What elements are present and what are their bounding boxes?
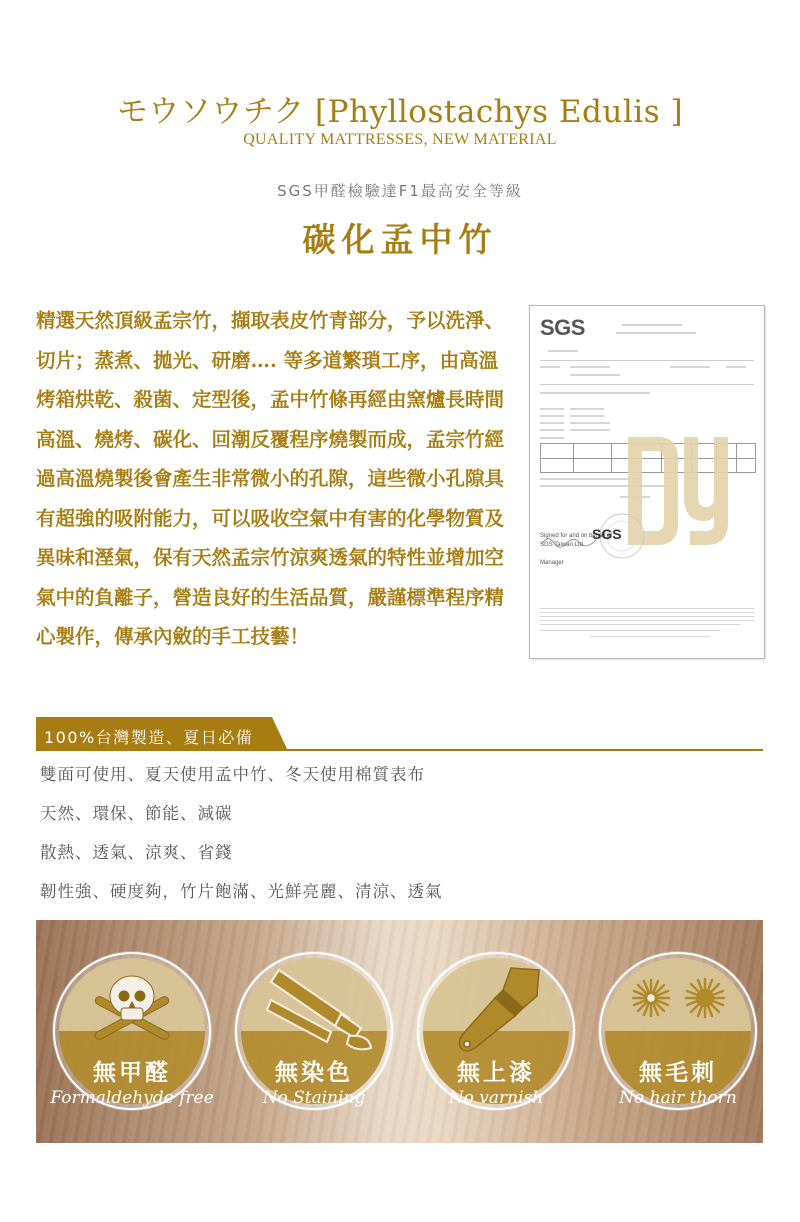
signature-scribble [540, 534, 600, 548]
badge-label-cn: 無毛刺 [639, 1060, 717, 1086]
badge-label-en: No hair thorn [619, 1088, 737, 1108]
badge-label-en: Formaldehyde free [50, 1088, 214, 1108]
sgs-test-report [529, 305, 765, 659]
intro-paragraph: 精選天然頂級孟宗竹，擷取表皮竹青部分，予以洗淨、切片；蒸煮、拋光、研磨…. 等多道繁瑣工序，由高溫烤箱烘乾、殺菌、定型後，孟中竹條再經由窯爐長時間高溫、燒烤、碳化、回潮反覆程序燒製而成，孟宗竹經過高溫燒製後會產生非常微小的孔隙，這些微小孔隙具有超強的吸附能力，可以吸收空氣中有害的化學物質及異味和溼氣，保有天然孟宗竹涼爽透氣的特性並增加空氣中的負離子，營造良好的生活品質，嚴謹標準程序精心製作，傳承內斂的手工技藝！ [36, 309, 505, 648]
sgs-stamp: SGS [592, 526, 622, 542]
wood-banner [36, 920, 763, 1143]
sgs-signed-line: Signed for and on behalf of [540, 533, 613, 539]
list-item: 天然、環保、節能、減碳 [40, 804, 233, 823]
badge-label-en: No varnish [448, 1088, 544, 1108]
brand-subtitle: QUALITY MATTRESSES, NEW MATERIAL [243, 131, 557, 148]
certification-line: SGS甲醛檢驗達F1最高安全等級 [277, 182, 523, 200]
badge-formaldehyde-free [49, 948, 215, 1114]
list-item: 雙面可使用、夏天使用孟中竹、冬天使用棉質表布 [40, 765, 425, 784]
feature-list [40, 762, 443, 918]
list-item: 韌性強、硬度夠，竹片飽滿、光鮮亮麗、清涼、透氣 [40, 882, 443, 901]
badge-no-staining [231, 948, 397, 1114]
list-item: 散熱、透氣、涼爽、省錢 [40, 843, 233, 862]
feature-divider [36, 749, 763, 751]
sgs-signer-role: Manager [540, 560, 564, 566]
main-title: 碳化孟中竹 [302, 220, 498, 259]
feature-tag: 100%台灣製造、夏日必備 [44, 728, 254, 747]
badge-no-hair-thorn [595, 948, 761, 1114]
sgs-company: SGS Taiwan Ltd. [540, 542, 585, 548]
sgs-logo: SGS [540, 315, 585, 340]
badge-label-cn: 無染色 [275, 1060, 353, 1086]
badge-label-en: No Staining [262, 1088, 366, 1108]
badge-no-varnish [413, 948, 579, 1114]
badge-label-cn: 無上漆 [457, 1060, 535, 1086]
brand-title: モウソウチク [Phyllostachys Edulis ] [116, 94, 684, 130]
badge-label-cn: 無甲醛 [93, 1060, 171, 1086]
